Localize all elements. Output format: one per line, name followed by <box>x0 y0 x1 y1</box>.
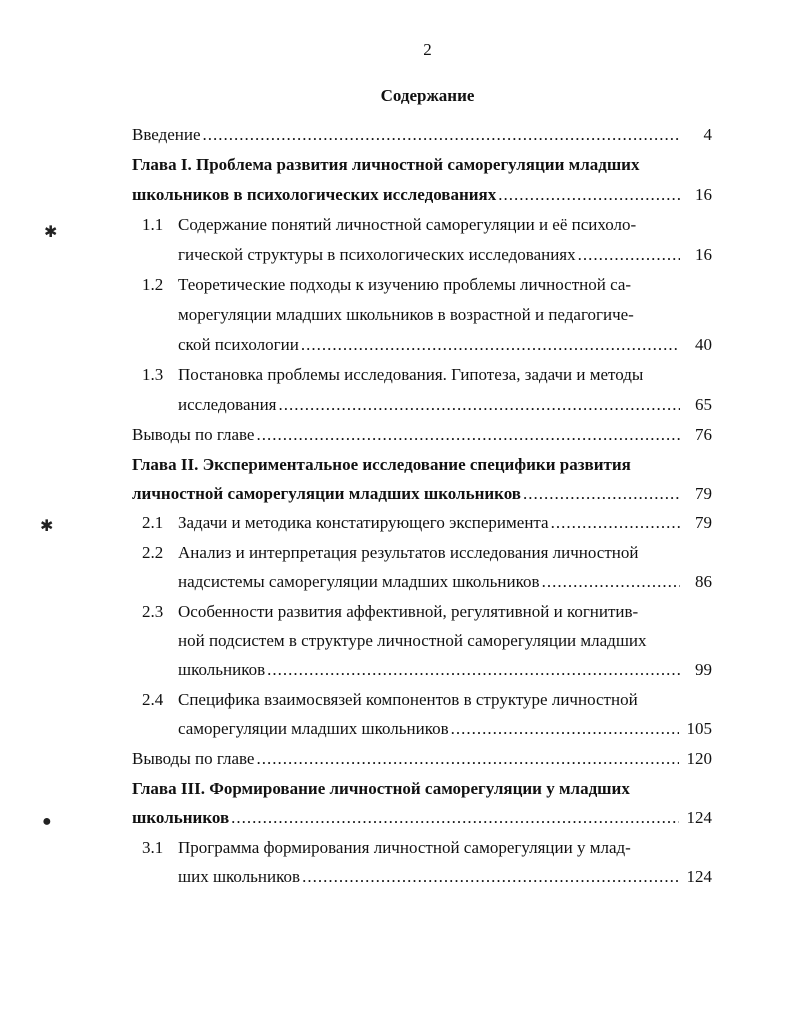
dot-leader <box>542 571 680 593</box>
toc-section-1-2-title-cont[interactable]: морегуляции младших школьников в возрастной и педагогиче- <box>178 305 634 324</box>
toc-entry-text: школьников <box>132 808 230 827</box>
toc-page-ref: 124 <box>686 867 712 886</box>
dot-leader <box>551 512 680 534</box>
toc-entry-section-1-1[interactable] <box>178 244 712 266</box>
scan-mark: ✱ <box>44 224 58 241</box>
dot-leader <box>498 184 680 206</box>
toc-entry-text: исследования <box>178 395 277 414</box>
dot-leader <box>279 394 680 416</box>
toc-entry-text: школьников в психологических исследованиях <box>132 185 497 204</box>
toc-page-ref: 76 <box>695 425 712 444</box>
toc-page-ref: 79 <box>695 484 712 503</box>
section-number: 1.2 <box>142 275 164 294</box>
section-number: 1.1 <box>142 215 164 234</box>
dot-leader <box>256 424 680 446</box>
toc-entry-section-2-2[interactable] <box>178 571 712 593</box>
toc-entry-section-2-1[interactable] <box>178 512 712 534</box>
toc-entry-text: Введение <box>132 125 201 144</box>
dot-leader <box>302 866 678 888</box>
toc-entry-text: ших школьников <box>178 867 301 886</box>
toc-entry-conclusions-1[interactable] <box>132 424 712 446</box>
scan-mark: ● <box>42 813 52 830</box>
toc-title: Содержание <box>380 86 475 105</box>
toc-entry-section-1-3[interactable] <box>178 394 712 416</box>
toc-chapter-2-title[interactable]: Глава II. Экспериментальное исследование специфики развития <box>132 455 631 474</box>
toc-section-2-3-title-cont[interactable]: ной подсистем в структуре личностной саморегуляции младших <box>178 631 647 650</box>
toc-entry-section-1-2[interactable] <box>178 334 712 356</box>
section-number: 3.1 <box>142 838 164 857</box>
section-number: 2.4 <box>142 690 164 709</box>
toc-entry-intro[interactable] <box>132 124 712 146</box>
toc-entry-chapter-1[interactable] <box>132 184 712 206</box>
toc-section-3-1-title[interactable]: Программа формирования личностной саморегуляции у млад- <box>178 838 631 857</box>
toc-entry-text: Выводы по главе <box>132 425 255 444</box>
toc-page-ref: 79 <box>695 513 712 532</box>
section-number: 2.3 <box>142 602 164 621</box>
toc-page-ref: 4 <box>703 125 712 144</box>
toc-page-ref: 65 <box>695 395 712 414</box>
section-number: 2.1 <box>142 513 164 532</box>
toc-entry-text: надсистемы саморегуляции младших школьников <box>178 572 540 591</box>
toc-page-ref: 105 <box>686 719 712 738</box>
dot-leader <box>231 807 678 829</box>
toc-entry-text: гической структуры в психологических исследованиях <box>178 245 576 264</box>
toc-entry-text: школьников <box>178 660 266 679</box>
toc-entry-text: ской психологии <box>178 335 299 354</box>
toc-page-ref: 16 <box>695 185 712 204</box>
dot-leader <box>203 124 680 146</box>
dot-leader <box>267 659 680 681</box>
toc-section-1-1-title[interactable]: Содержание понятий личностной саморегуляции и её психоло- <box>178 215 637 234</box>
dot-leader <box>578 244 680 266</box>
toc-page-ref: 99 <box>695 660 712 679</box>
toc-page-ref: 40 <box>695 335 712 354</box>
toc-section-2-3-title[interactable]: Особенности развития аффективной, регулятивной и когнитив- <box>178 602 639 621</box>
toc-entry-text: личностной саморегуляции младших школьников <box>132 484 521 503</box>
dot-leader <box>523 483 680 505</box>
toc-entry-chapter-2[interactable] <box>132 483 712 505</box>
toc-section-2-4-title[interactable]: Специфика взаимосвязей компонентов в структуре личностной <box>178 690 638 709</box>
toc-chapter-3-title[interactable]: Глава III. Формирование личностной саморегуляции у младших <box>132 779 630 798</box>
dot-leader <box>256 748 678 770</box>
toc-chapter-1-title[interactable]: Глава I. Проблема развития личностной саморегуляции младших <box>132 155 640 174</box>
scan-mark: ✱ <box>40 518 54 535</box>
toc-entry-text: Выводы по главе <box>132 749 255 768</box>
toc-page-ref: 16 <box>695 245 712 264</box>
toc-page-ref: 86 <box>695 572 712 591</box>
toc-section-1-3-title[interactable]: Постановка проблемы исследования. Гипотеза, задачи и методы <box>178 365 644 384</box>
toc-section-1-2-title[interactable]: Теоретические подходы к изучению проблемы личностной са- <box>178 275 632 294</box>
page-number: 2 <box>423 40 432 59</box>
toc-entry-conclusions-2[interactable] <box>132 748 712 770</box>
toc-entry-section-3-1[interactable] <box>178 866 712 888</box>
toc-page-ref: 124 <box>686 808 712 827</box>
toc-entry-text: саморегуляции младших школьников <box>178 719 449 738</box>
section-number: 2.2 <box>142 543 164 562</box>
dot-leader <box>451 718 679 740</box>
toc-entry-section-2-3[interactable] <box>178 659 712 681</box>
toc-section-2-2-title[interactable]: Анализ и интерпретация результатов исследования личностной <box>178 543 639 562</box>
toc-entry-section-2-4[interactable] <box>178 718 712 740</box>
dot-leader <box>301 334 680 356</box>
toc-page-ref: 120 <box>686 749 712 768</box>
toc-entry-text: Задачи и методика констатирующего эксперимента <box>178 513 549 532</box>
toc-entry-chapter-3[interactable] <box>132 807 712 829</box>
section-number: 1.3 <box>142 365 164 384</box>
